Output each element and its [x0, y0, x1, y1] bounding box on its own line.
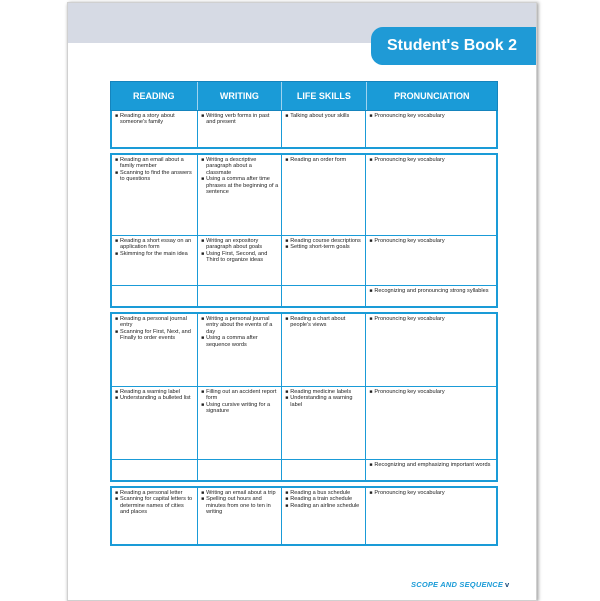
item-text: Filling out an accident report form — [206, 389, 277, 402]
cell-life-skills — [281, 460, 365, 480]
item-text: Pronouncing key vocabulary — [374, 238, 445, 244]
item-text: Using First, Second, and Third to organize ideas — [206, 250, 268, 264]
bullet-icon: ■ — [369, 238, 373, 244]
list-item — [115, 113, 194, 126]
scope-sequence-table — [110, 81, 498, 546]
bullet-icon: ■ — [285, 502, 289, 509]
list-item — [115, 157, 194, 170]
bullet-icon: ■ — [201, 238, 205, 244]
book-title-tab: Student's Book 2 — [371, 27, 536, 65]
list-item — [285, 503, 362, 509]
item-text: Understanding a warning label — [290, 395, 353, 408]
bullet-icon: ■ — [285, 496, 289, 503]
list-item — [285, 395, 362, 408]
bullet-icon: ■ — [115, 169, 119, 176]
item-text: Using a comma after time phrases at the beginning of a sentence — [206, 176, 279, 196]
list-item — [115, 395, 194, 401]
list-item — [115, 170, 194, 183]
cell-reading — [112, 460, 197, 480]
header-life-skills: LIFE SKILLS — [281, 82, 366, 110]
item-text: Using a comma after sequence words — [206, 335, 258, 348]
item-text: Setting short-term goals — [290, 244, 350, 251]
cell-life-skills — [281, 314, 365, 386]
bullet-icon: ■ — [115, 496, 119, 503]
item-text: Recognizing and pronouncing strong syllables — [374, 288, 489, 294]
cell-pronunciation — [365, 155, 496, 235]
list-item — [201, 176, 278, 195]
list-item — [115, 251, 194, 257]
bullet-icon: ■ — [201, 157, 205, 163]
item-text: Reading a story about someone's family — [120, 113, 175, 126]
list-item — [201, 402, 278, 415]
table-row — [112, 285, 496, 306]
list-item — [369, 288, 493, 294]
cell-writing — [197, 488, 281, 544]
list-item — [115, 329, 194, 342]
bullet-icon: ■ — [201, 113, 205, 119]
item-text: Reading an email about a family member — [120, 157, 184, 170]
cell-life-skills — [281, 155, 365, 235]
table-body — [110, 111, 498, 546]
item-text: Writing a descriptive paragraph about a classmate — [206, 157, 257, 176]
bullet-icon: ■ — [369, 462, 373, 468]
cell-life-skills — [281, 387, 365, 459]
item-text: Reading a chart about people's views — [290, 316, 346, 329]
item-text: Writing an email about a trip — [206, 490, 276, 496]
list-item — [369, 316, 493, 322]
bullet-icon: ■ — [369, 288, 373, 294]
list-item — [369, 238, 493, 244]
cell-reading — [112, 111, 197, 147]
page — [67, 2, 537, 601]
list-item — [115, 238, 194, 251]
cell-pronunciation — [365, 286, 496, 306]
item-text: Reading a train schedule — [290, 496, 353, 503]
bullet-icon: ■ — [201, 496, 205, 503]
bullet-icon: ■ — [285, 113, 289, 119]
table-row — [112, 111, 496, 147]
list-item — [369, 157, 493, 163]
cell-life-skills — [281, 236, 365, 285]
item-text: Pronouncing key vocabulary — [374, 316, 445, 322]
bullet-icon: ■ — [115, 157, 119, 163]
cell-writing — [197, 314, 281, 386]
bullet-icon: ■ — [285, 490, 289, 496]
list-item — [369, 389, 493, 395]
table-row — [112, 386, 496, 459]
cell-writing — [197, 111, 281, 147]
page-number: v — [505, 580, 510, 589]
list-item — [285, 157, 362, 163]
item-text: Recognizing and emphasizing important words — [374, 462, 491, 468]
list-item — [201, 113, 278, 126]
item-text: Pronouncing key vocabulary — [374, 113, 445, 119]
item-text: Pronouncing key vocabulary — [374, 157, 445, 163]
bullet-icon: ■ — [115, 389, 119, 395]
cell-writing — [197, 236, 281, 285]
table-row — [112, 488, 496, 544]
cell-pronunciation — [365, 488, 496, 544]
bullet-icon: ■ — [115, 238, 119, 244]
unit-group — [110, 312, 498, 482]
bullet-icon: ■ — [115, 490, 119, 496]
bullet-icon: ■ — [369, 113, 373, 119]
header-reading: READING — [133, 91, 175, 101]
cell-pronunciation — [365, 460, 496, 480]
bullet-icon: ■ — [369, 157, 373, 163]
list-item — [369, 490, 493, 496]
bullet-icon: ■ — [285, 244, 289, 251]
cell-reading — [112, 314, 197, 386]
bullet-icon: ■ — [115, 395, 119, 402]
bullet-icon: ■ — [115, 328, 119, 335]
list-item — [201, 335, 278, 348]
bullet-icon: ■ — [201, 401, 205, 408]
item-text: Reading course descriptions — [290, 238, 361, 244]
header-writing: WRITING — [197, 82, 282, 110]
cell-life-skills — [281, 488, 365, 544]
bullet-icon: ■ — [115, 316, 119, 322]
cell-life-skills — [281, 286, 365, 306]
item-text: Reading an airline schedule — [290, 502, 360, 509]
table-row — [112, 235, 496, 285]
item-text: Pronouncing key vocabulary — [374, 490, 445, 496]
bullet-icon: ■ — [369, 316, 373, 322]
item-text: Scanning for capital letters to determine names of cities and places — [120, 496, 193, 516]
item-text: Writing a personal journal entry about the events of a day — [206, 316, 273, 335]
cell-pronunciation — [365, 111, 496, 147]
table-row — [112, 155, 496, 235]
bullet-icon: ■ — [115, 250, 119, 257]
bullet-icon: ■ — [285, 316, 289, 322]
bullet-icon: ■ — [285, 157, 289, 163]
unit-group — [110, 111, 498, 149]
table-row — [112, 459, 496, 480]
item-text: Writing an expository paragraph about goals — [206, 238, 263, 251]
item-text: Reading a personal letter — [120, 490, 183, 496]
item-text: Talking about your skills — [290, 113, 350, 119]
cell-reading — [112, 236, 197, 285]
list-item — [285, 244, 362, 250]
item-text: Understanding a bulleted list — [120, 395, 191, 402]
list-item — [201, 238, 278, 251]
bullet-icon: ■ — [115, 113, 119, 119]
list-item — [201, 496, 278, 515]
table-row — [112, 314, 496, 386]
bullet-icon: ■ — [285, 238, 289, 244]
list-item — [285, 316, 362, 329]
bullet-icon: ■ — [369, 389, 373, 395]
item-text: Skimming for the main idea — [120, 250, 188, 257]
list-item — [201, 389, 278, 402]
item-text: Reading an order form — [290, 157, 347, 163]
item-text: Reading a warning label — [120, 389, 181, 395]
cell-reading — [112, 488, 197, 544]
cell-reading — [112, 155, 197, 235]
bullet-icon: ■ — [201, 490, 205, 496]
bullet-icon: ■ — [369, 490, 373, 496]
bullet-icon: ■ — [201, 316, 205, 322]
bullet-icon: ■ — [201, 176, 205, 183]
table-header — [110, 81, 498, 111]
item-text: Reading a bus schedule — [290, 490, 351, 496]
bullet-icon: ■ — [201, 250, 205, 257]
list-item — [115, 496, 194, 515]
item-text: Using cursive writing for a signature — [206, 401, 271, 415]
cell-reading — [112, 286, 197, 306]
list-item — [201, 157, 278, 176]
cell-pronunciation — [365, 314, 496, 386]
cell-writing — [197, 286, 281, 306]
header-pronunciation: PRONUNCIATION — [366, 82, 497, 110]
list-item — [201, 251, 278, 264]
cell-reading — [112, 387, 197, 459]
item-text: Scanning for First, Next, and Finally to order events — [120, 328, 191, 342]
bullet-icon: ■ — [201, 389, 205, 395]
bullet-icon: ■ — [201, 335, 205, 342]
list-item — [369, 113, 493, 119]
item-text: Spelling out hours and minutes from one to ten in writing — [206, 496, 271, 516]
list-item — [115, 316, 194, 329]
cell-writing — [197, 155, 281, 235]
bullet-icon: ■ — [285, 395, 289, 402]
item-text: Reading a personal journal entry — [120, 316, 187, 329]
list-item — [201, 316, 278, 335]
cell-pronunciation — [365, 236, 496, 285]
unit-group — [110, 486, 498, 546]
list-item — [369, 462, 493, 468]
cell-writing — [197, 460, 281, 480]
item-text: Reading a short essay on an application form — [120, 238, 192, 251]
list-item — [285, 113, 362, 119]
item-text: Reading medicine labels — [290, 389, 352, 395]
cell-writing — [197, 387, 281, 459]
unit-group — [110, 153, 498, 308]
item-text: Pronouncing key vocabulary — [374, 389, 445, 395]
bullet-icon: ■ — [285, 389, 289, 395]
cell-pronunciation — [365, 387, 496, 459]
cell-life-skills — [281, 111, 365, 147]
item-text: Writing verb forms in past and present — [206, 113, 270, 126]
item-text: Scanning to find the answers to questions — [120, 169, 192, 183]
footer-section-title: SCOPE AND SEQUENCE — [411, 580, 504, 589]
